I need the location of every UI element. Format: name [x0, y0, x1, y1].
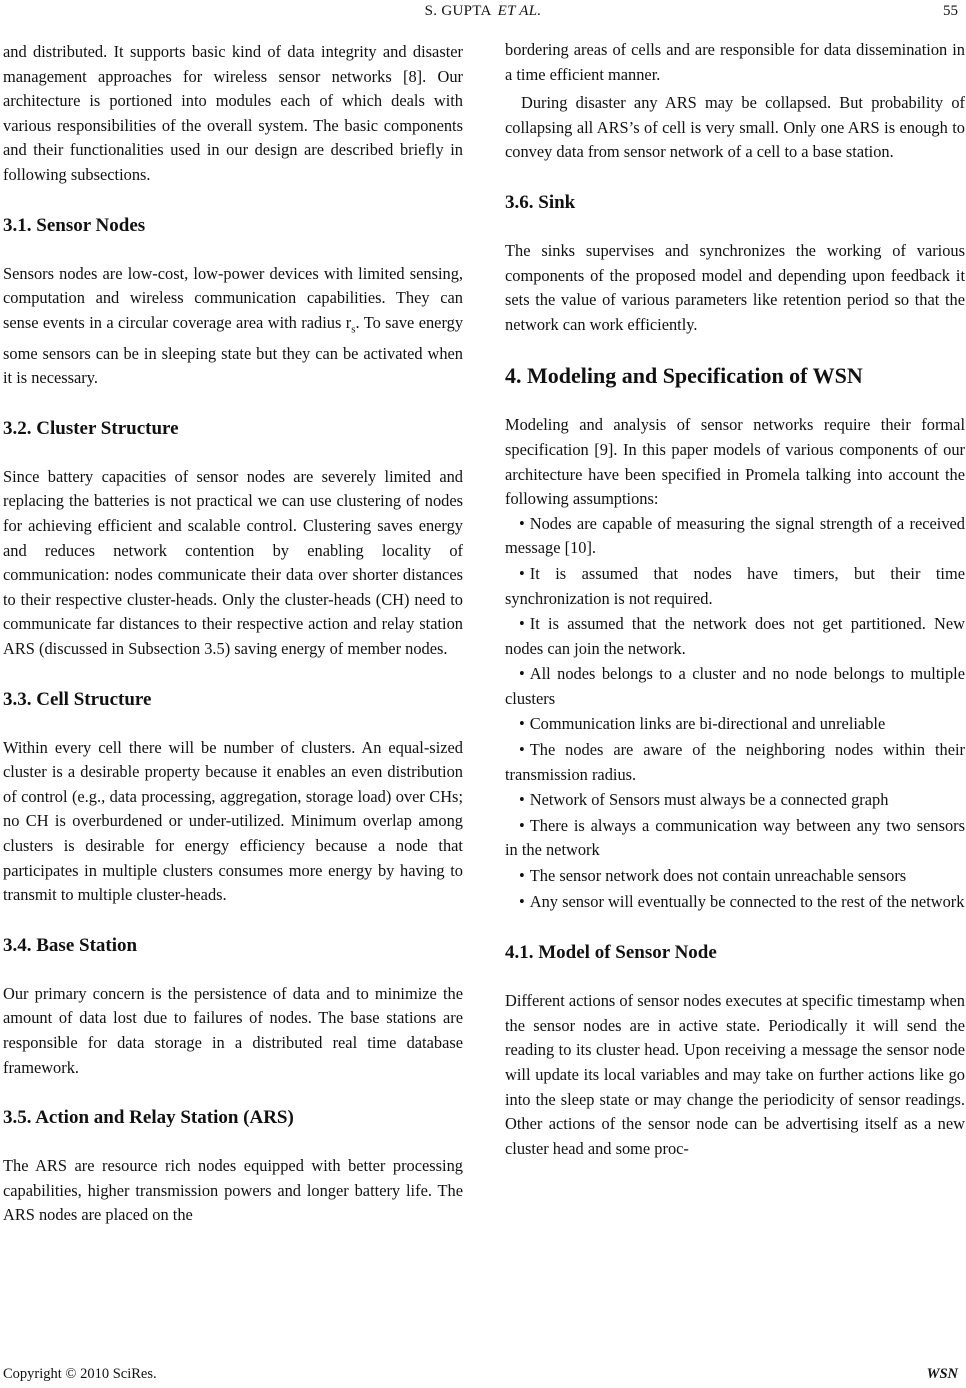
header-author: S. GUPTA — [424, 3, 492, 19]
section-3-6-paragraph: The sinks supervises and synchronizes the working of various components of the proposed model and depending upon feedback it sets the value of various parameters like retention period so that the network can work efficiently. — [505, 240, 965, 334]
assumption-item: • Nodes are capable of measuring the signal strength of a received message [10]. — [505, 513, 965, 558]
section-3-5-paragraph: The ARS are resource rich nodes equipped with better processing capabilities, higher transmission powers and longer battery life. The ARS nodes are placed on the — [3, 1156, 463, 1225]
assumption-item: • It is assumed that nodes have timers, but their time synchronization is not required. — [505, 563, 965, 608]
section-4-1-heading: 4.1. Model of Sensor Node — [505, 942, 717, 964]
section-4-heading: 4. Modeling and Specification of WSN — [505, 363, 863, 389]
bullet-icon: • — [519, 513, 525, 533]
assumption-item: • There is always a communication way between any two sensors in the network — [505, 815, 965, 860]
section-3-5-heading: 3.5. Action and Relay Station (ARS) — [3, 1107, 294, 1129]
continued-paragraph: bordering areas of cells and are responsible for data dissemination in a time efficient manner. — [505, 40, 965, 84]
bullet-icon: • — [519, 891, 525, 911]
section-3-3-heading: 3.3. Cell Structure — [3, 688, 152, 710]
bullet-icon: • — [519, 614, 525, 634]
bullet-icon: • — [519, 866, 525, 886]
section-3-4-paragraph: Our primary concern is the persistence of data and to minimize the amount of data lost due to failures of nodes. The base stations are responsible for data storage in a distributed real time database framework. — [3, 983, 463, 1077]
assumption-item: • It is assumed that the network does not get partitioned. New nodes can join the network. — [505, 614, 965, 658]
assumption-item: • Communication links are bi-directional and unreliable — [519, 714, 886, 734]
section-3-2-paragraph: Since battery capacities of sensor nodes are severely limited and replacing the batteries is not practical we can use clustering of nodes for achieving efficient and scalable control. Clustering saves energy and reduces network contention by enabling locality of communication: nodes communicate their data over shorter distances to their respective cluster-heads. Only the cluster-heads (CH) need to communicate far distances to their respective action and relay station ARS (discussed in Subsection 3.5) saving energy of member nodes. — [3, 466, 463, 658]
section-3-1-paragraph: Sensors nodes are low-cost, low-power devices with limited sensing, computation and wireless communication capabilities. They can sense events in a circular coverage area with radius $r_s$. To save energy some sensors can be in sleeping state but they can be activated when it is necessary. — [3, 263, 464, 388]
bullet-icon: • — [519, 714, 525, 734]
assumption-item: • All nodes belongs to a cluster and no node belongs to multiple clusters — [505, 664, 965, 708]
journal-footer: WSN — [926, 1366, 958, 1382]
assumption-item: • Network of Sensors must always be a connected graph — [519, 790, 889, 810]
section-3-4-heading: 3.4. Base Station — [3, 934, 138, 956]
section-3-1-heading: 3.1. Sensor Nodes — [3, 214, 146, 236]
section-3-3-paragraph: Within every cell there will be number of clusters. An equal-sized cluster is a desirable property because it enables an even distribution of control (e.g., data processing, aggregation, storage load) over CHs; no CH is overburdened or under-utilized. Minimum overlap among clusters is desirable for energy efficiency because a node that participates in multiple clusters consumes more energy by having to transmit to multiple cluster-heads. — [3, 737, 463, 905]
assumption-list — [505, 512, 965, 915]
bullet-icon: • — [519, 815, 525, 835]
page-number: 55 — [943, 3, 958, 19]
section-3-6-heading: 3.6. Sink — [505, 191, 576, 213]
bullet-icon: • — [519, 740, 525, 760]
bullet-icon: • — [519, 664, 525, 684]
assumption-item: • The nodes are aware of the neighboring nodes within their transmission radius. — [505, 740, 965, 784]
section-4-1-paragraph: Different actions of sensor nodes executes at specific timestamp when the sensor nodes are in active state. Periodically it will send the reading to its cluster head. Upon receiving a message the sensor node will update its local variables and may take on further actions like go into the sleep state or may change the periodicity of sensor readings. Other actions of the sensor node can be advertising itself as a new cluster head and some proc- — [505, 991, 965, 1158]
section-3-2-heading: 3.2. Cluster Structure — [3, 417, 179, 439]
assumption-item: • The sensor network does not contain unreachable sensors — [519, 866, 907, 886]
bullet-icon: • — [519, 563, 525, 583]
intro-paragraph: and distributed. It supports basic kind of data integrity and disaster management approaches for wireless sensor networks [8]. Our architecture is portioned into modules each of which deals with various responsibilities of the overall system. The basic components and their functionalities used in our design are described briefly in following subsections. — [3, 42, 463, 184]
section-4-paragraph: Modeling and analysis of sensor networks require their formal specification [9]. In this paper models of various components of our architecture have been specified in Promela talking into account the following assumptions: — [505, 415, 965, 509]
disaster-paragraph: During disaster any ARS may be collapsed. But probability of collapsing all ARS’s of cell is very small. Only one ARS is enough to convey data from sensor network of a cell to a base station. — [505, 93, 965, 162]
right-column — [505, 38, 965, 1161]
bullet-icon: • — [519, 790, 525, 810]
running-header — [0, 3, 966, 20]
assumption-item: • Any sensor will eventually be connected to the rest of the network — [519, 891, 965, 911]
copyright-footer: Copyright © 2010 SciRes. — [3, 1366, 157, 1382]
left-column — [3, 40, 463, 1228]
header-etal: ET AL. — [497, 3, 542, 19]
